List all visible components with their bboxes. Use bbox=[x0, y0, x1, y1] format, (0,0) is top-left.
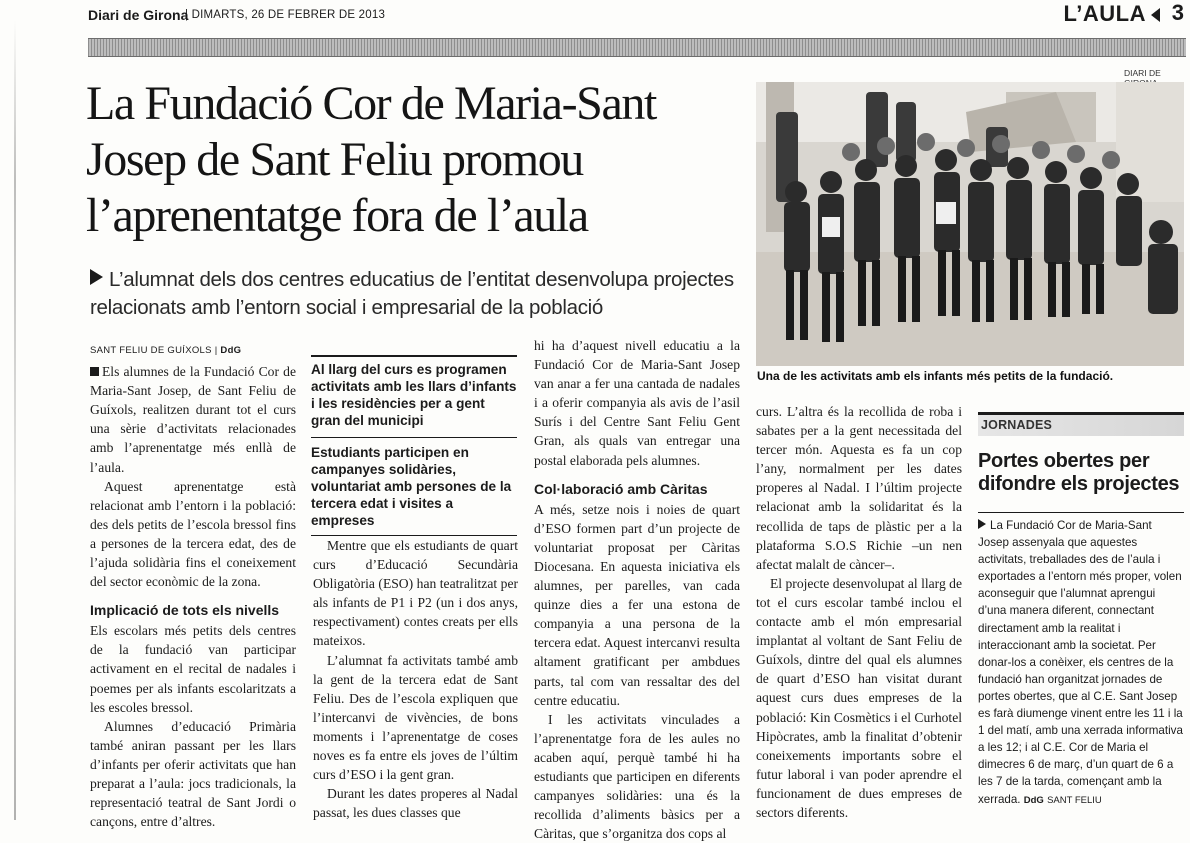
paragraph: L’alumnat fa activitats també amb la gent de la tercera edat de Sant Feliu. Des de l’escola expliquen que l’intercanvi de vivències, de bons moments i l’aprenentatge de coses noves es fa entre els joves de l’últim curs d’ESO i la gent gran. bbox=[313, 652, 518, 783]
children-group-illustration bbox=[756, 82, 1184, 366]
pull-quote: Al llarg del curs es programen activitats amb les llars d’infants i les residències per a gent gran del municipi bbox=[311, 355, 517, 429]
dateline-place: SANT FELIU DE GUÍXOLS bbox=[90, 345, 212, 356]
section-name: L’AULA bbox=[1063, 1, 1146, 26]
sidebar-title: Portes obertes per difondre els projectes bbox=[978, 450, 1180, 495]
sidebar-signature: DdG bbox=[1023, 794, 1044, 806]
arrow-left-icon bbox=[1151, 8, 1160, 22]
paragraph: Alumnes d’educació Primària també aniran passant per les llars d’infants per oferir activitats que han preparat a l’aula: jocs tradicionals, la representació teatral de Sant Jordi o cançons, entre d’altres. bbox=[90, 718, 296, 830]
sidebar-box bbox=[978, 412, 1184, 809]
pull-quote: Estudiants participen en campanyes solidàries, voluntariat amb persones de la tercera edat i visites a empreses bbox=[311, 437, 517, 536]
dateline: SANT FELIU DE GUÍXOLS | DdG bbox=[90, 345, 242, 356]
section-heading: Col·laboració amb Càritas bbox=[534, 480, 708, 497]
arrow-right-icon bbox=[978, 519, 986, 529]
sidebar-text: La Fundació Cor de Maria-Sant Josep assenyala que aquestes activitats, treballades des de l’aula i exportades a l’entorn més proper, volen aconseguir que l’alumnat aprengui d’una manera diferent, connectant directament amb la realitat i interaccionant amb la societat. Per donar-los a conèixer, els centres de la fundació han organitzat jornades de portes obertes, que al C.E. Sant Josep es farà diumenge vinent entre les 11 i la 1 del matí, amb una xerrada informativa a les 12; i al C.E. Cor de Maria el dimecres 6 de març, d’un quart de 6 a les 7 de la tarda, començant amb la xerrada. bbox=[978, 519, 1183, 806]
pull-quotes bbox=[311, 355, 517, 536]
sidebar-body bbox=[978, 512, 1184, 809]
paragraph: I les activitats vinculades a l’aprenentatge fora de les aules no acaben aquí, perquè també hi ha estudiants que participen en diferents campanyes solidàries: una és la recollida d’aliments bàsics per a Càritas, que s’organitza dos cops al bbox=[534, 711, 740, 842]
paragraph: Mentre que els estudiants de quart curs d’Educació Secundària Obligatòria (ESO) han teatralitzat per als infants de P1 i P2 (un i dos anys, respectivament) contes creats per ells mateixos. bbox=[313, 538, 518, 649]
paragraph: El projecte desenvolupat al llarg de tot el curs escolar també inclou el contacte amb el món empresarial implantat al voltant de Sant Feliu de Guíxols, dintre del qual els alumnes de quart d’ESO han visitat durant aquest curs dues empreses de la població: Kin Cosmètics i el Curhotel Hipòcrates, amb la finalitat d’obtenir coneixements importants sobre el futur laboral i van poder aprendre el funcionament de dues empreses de sectors diferents. bbox=[756, 575, 962, 820]
column-2 bbox=[313, 536, 518, 822]
scan-edge bbox=[14, 20, 16, 820]
photo-caption: Una de les activitats amb els infants més petits de la fundació. bbox=[757, 369, 1114, 383]
paragraph: Els escolars més petits dels centres de la fundació van participar activament en el recital de nadales i poemes per als infants escolaritzats a les escoles bressol. bbox=[90, 623, 296, 715]
column-4 bbox=[756, 402, 962, 822]
section-heading: Implicació de tots els nivells bbox=[90, 602, 280, 619]
article-photo bbox=[756, 82, 1184, 366]
column-1 bbox=[90, 341, 296, 831]
header-band bbox=[88, 38, 1186, 57]
publication-name: Diari de Girona bbox=[88, 7, 189, 23]
paragraph: curs. L’altra és la recollida de roba i sabates per a la gent necessitada del tercer món. Aquesta es fa un cop l’any, normalment per les dates properes al Nadal. I l’últim projecte relacionat amb la solidaritat és la recollida de taps de plàstic per a la plataforma S.O.S Richie –un nen afectat malalt de càncer–. bbox=[756, 404, 962, 572]
paragraph: Aquest aprenentatge està relacionat amb l’entorn i la població: des dels petits de l’escola bressol fins a persones de la tercera edat, des de l’ajuda solidària fins el coneixement del sector econòmic de la zona. bbox=[90, 478, 296, 590]
paragraph bbox=[90, 362, 296, 477]
issue-date: | DIMARTS, 26 DE FEBRER DE 2013 bbox=[185, 9, 386, 21]
sidebar-tag: JORNADES bbox=[978, 412, 1184, 436]
column-3 bbox=[534, 336, 740, 843]
paragraph: hi ha d’aquest nivell educatiu a la Fundació Cor de Maria-Sant Josep van anar a fer una cantada de nadales i a oferir companyia als avis de l’asil Surís i del Centre Sant Feliu Gent Gran, als quals van entregar una postal elaborada pels alumnes. bbox=[534, 338, 740, 468]
sidebar-signature-place: SANT FELIU bbox=[1047, 794, 1102, 806]
square-bullet-icon bbox=[90, 367, 99, 376]
subtitle-text: L’alumnat dels dos centres educatius de l’entitat desenvolupa projectes relacionats amb l’entorn social i empresarial de la població bbox=[90, 268, 734, 319]
photo-credit: DIARI DE bbox=[1124, 68, 1161, 78]
article-title: La Fundació Cor de Maria-Sant Josep de Sant Feliu promou l’aprenentatge fora de l’aula bbox=[86, 77, 656, 242]
dateline-author: DdG bbox=[220, 345, 242, 356]
arrow-right-icon bbox=[90, 269, 103, 285]
article-subtitle bbox=[90, 266, 750, 322]
page-number: 3 bbox=[1171, 0, 1184, 25]
paragraph: Durant les dates properes al Nadal passat, les dues classes que bbox=[313, 786, 518, 821]
paragraph: A més, setze nois i noies de quart d’ESO formen part d’un projecte de voluntariat proposat per Càritas Diocesana. En aquesta iniciativa els alumnes, per parelles, van cada quinze dies a fer una estona de companyia a una persona de la tercera edat. Aquest intercanvi resulta altament gratificant per ambdues parts, tal com van ressaltar des del centre educatiu. bbox=[534, 501, 740, 708]
paragraph-text: Els alumnes de la Fundació Cor de Maria-Sant Josep, de Sant Feliu de Guíxols, realitzen durant tot el curs una sèrie d’activitats relacionades amb l’aprenentatge més enllà de l’aula. bbox=[90, 364, 296, 475]
